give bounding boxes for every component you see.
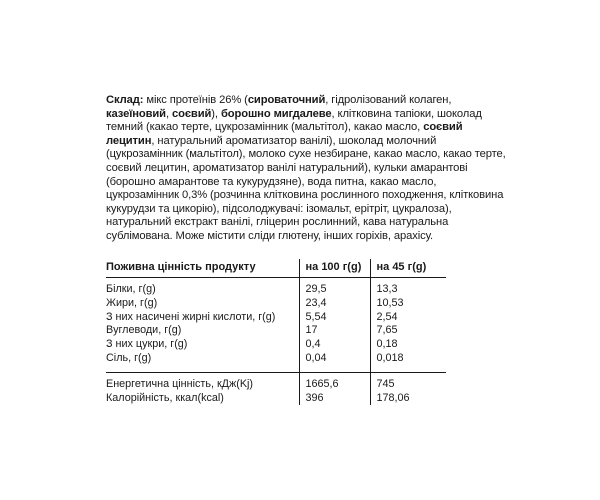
value-per-100g: 23,4	[299, 297, 370, 311]
nutrition-row	[106, 352, 446, 366]
nutrient-name: З них цукри, г(g)	[106, 338, 188, 351]
value-per-100g: 396	[299, 392, 370, 406]
nutrition-row	[106, 297, 446, 311]
header-per-100g: на 100 г(g)	[299, 259, 370, 278]
composition-bold-ingredient: соєвий лецитин	[106, 121, 463, 147]
composition-text-segment: ),	[211, 107, 221, 120]
composition-bold-ingredient: соєвий	[172, 107, 212, 120]
composition-text-segment: , гідролізований колаген,	[325, 94, 452, 106]
value-per-45g: 2,54	[370, 311, 446, 325]
value-per-45g: 0,018	[370, 352, 446, 366]
value-per-100g: 0,4	[299, 338, 370, 352]
value-per-45g: 13,3	[370, 283, 446, 297]
nutrient-name: Калорійність, ккал(kcal)	[106, 391, 224, 404]
header-nutrient: Поживна цінність продукту	[106, 259, 299, 278]
nutrient-name: Білки, г(g)	[106, 283, 156, 295]
nutrition-row	[106, 338, 446, 352]
nutrition-table	[106, 259, 446, 405]
nutrition-body	[106, 278, 446, 406]
nutrition-header-row	[106, 259, 446, 278]
composition-text-segment: ,	[165, 107, 172, 120]
nutrient-name: Сіль, г(g)	[106, 351, 152, 364]
composition-text-segment: , клітковина тапіоки, шоколад темний (какао терте, цукрозамінник (мальтітол), какао масло,	[106, 107, 482, 134]
value-per-45g: 10,53	[370, 297, 446, 311]
value-per-45g: 178,06	[370, 392, 446, 406]
nutrition-row	[106, 283, 446, 297]
nutrition-row	[106, 378, 446, 392]
value-per-100g: 5,54	[299, 311, 370, 325]
value-per-45g: 0,18	[370, 338, 446, 352]
value-per-45g: 7,65	[370, 324, 446, 338]
composition-bold-ingredient: борошно мигдалеве	[220, 107, 332, 120]
composition-text-segment: мікс протеїнів 26% (	[143, 94, 248, 106]
value-per-100g: 0,04	[299, 352, 370, 366]
composition-text	[106, 94, 506, 244]
nutrition-row	[106, 311, 446, 325]
value-per-100g: 1665,6	[299, 378, 370, 392]
nutrient-name: Жири, г(g)	[106, 296, 158, 309]
composition-body	[106, 94, 506, 242]
nutrient-name: Енергетична цінність, кДж(Kj)	[106, 377, 254, 390]
composition-label: Склад:	[106, 94, 144, 106]
nutrient-name: З них насичені жирні кислоти, г(g)	[106, 310, 276, 323]
nutrition-row	[106, 324, 446, 338]
value-per-100g: 29,5	[299, 283, 370, 297]
nutrition-table-container	[106, 259, 446, 405]
composition-bold-ingredient: сироваточний	[247, 94, 326, 106]
header-per-45g: на 45 г(g)	[370, 259, 446, 278]
composition-text-segment: , натуральний ароматизатор ванілі), шоколад молочний (цукрозамінник (мальтітол), молоко сухе незбиране, какао масло, какао терте, соєвий лецитин, ароматизатор ванілі натуральний), кульки амарантові (борошно амарантове та кукурудзяне), вода питна, какао масло, цукрозамінник 0,3% (розчинна клітковина рослинного походження, клітковина кукурудзи та цикорію), підсолоджувачі: ізомальт, ерітріт, цукралоза), натуральний екстракт ванілі, гліцерин рослинний, кава натуральна сублімована. Може містити сліди глютену, інших горіхів, арахісу.	[106, 134, 506, 242]
composition-bold-ingredient: казеїновий	[106, 107, 166, 120]
nutrient-name: Вуглеводи, г(g)	[106, 324, 182, 337]
value-per-45g: 745	[370, 378, 446, 392]
nutrition-row	[106, 392, 446, 406]
value-per-100g: 17	[299, 324, 370, 338]
